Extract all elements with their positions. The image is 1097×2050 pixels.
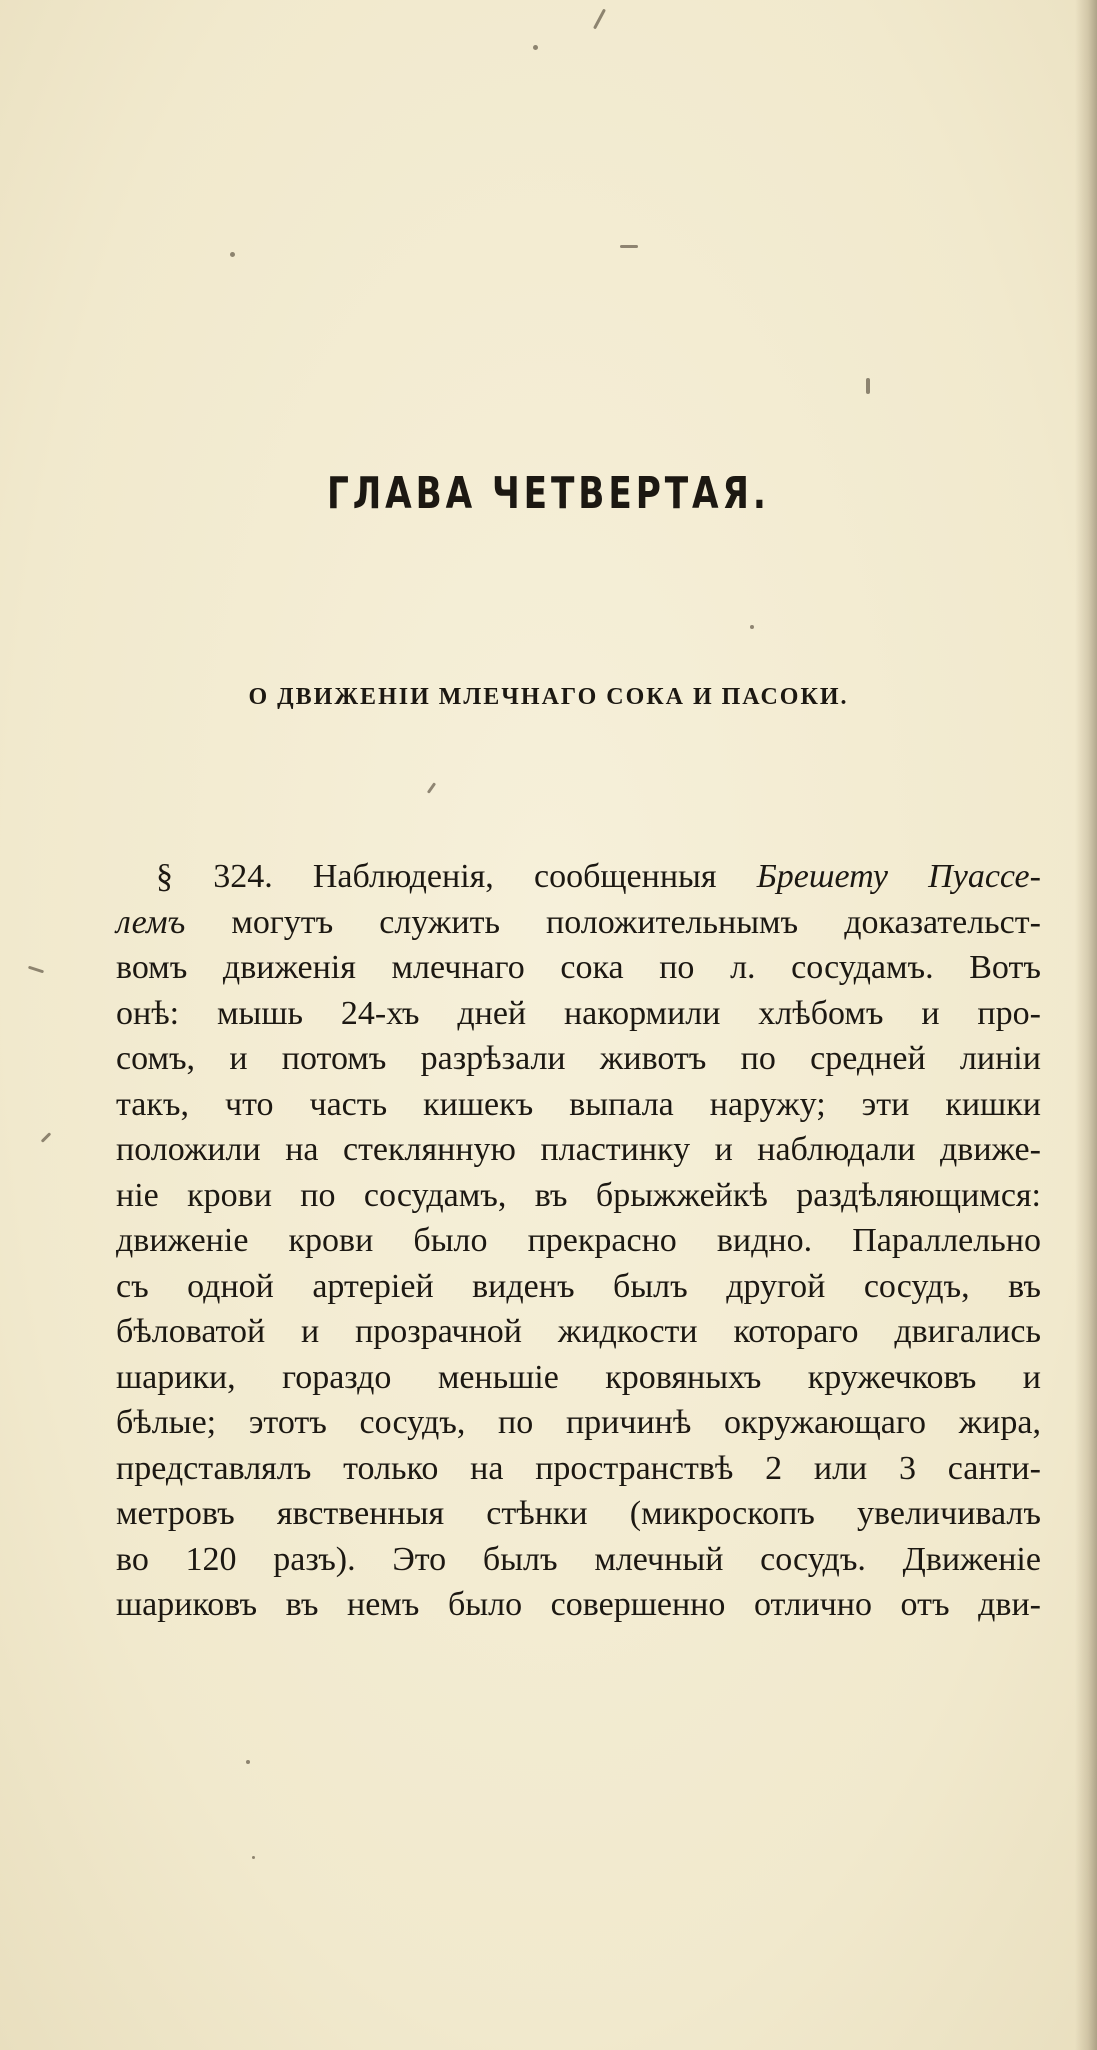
word: 3 [899,1449,916,1487]
word: наблюдали [757,1131,916,1168]
word: такъ, [116,1085,189,1123]
word: шарики, [116,1358,236,1396]
word: сомъ, [116,1040,196,1077]
word: бѣловатой [116,1313,266,1350]
word: видно. [716,1222,813,1259]
text-line [116,1400,1041,1446]
text-line [116,1309,1041,1355]
word: двигались [894,1313,1041,1350]
word: ніе [116,1176,159,1214]
word: жира, [958,1404,1041,1441]
text-line [116,1173,1041,1219]
text-line [116,1491,1041,1537]
ink-speck [593,9,606,30]
word: млечный [594,1540,724,1578]
word: въ [285,1586,319,1623]
word: кровяныхъ [605,1358,762,1396]
word: наружу; [709,1085,826,1123]
word: и [714,1131,733,1168]
text-line [116,945,1041,991]
word: въ [1008,1267,1041,1305]
word: бѣлые; [116,1404,217,1441]
word: по [498,1404,534,1441]
word: 120 [185,1540,237,1578]
word: движенія [222,949,356,986]
word: крови [187,1176,272,1214]
chapter-title: ГЛАВА ЧЕТВЕРТАЯ. [326,468,770,519]
word: сосудамъ, [363,1176,507,1214]
word: 24-хъ [340,994,420,1032]
text-line [116,1082,1041,1128]
ink-speck [28,966,44,974]
word: мышь [216,994,304,1032]
word: этотъ [248,1404,327,1441]
word: сосудамъ. [791,949,934,986]
word: пластинку [540,1131,691,1168]
word: виденъ [472,1267,575,1305]
word: на [470,1449,504,1487]
word: доказательст- [844,903,1041,941]
word: увеличивалъ [857,1495,1041,1532]
word: положительнымъ [546,903,799,941]
word: стеклянную [342,1131,516,1168]
word: кишки [945,1085,1041,1123]
paragraph-324 [116,854,1041,1628]
word: одной [187,1267,274,1305]
word: на [285,1131,319,1168]
word: сосудъ. [760,1540,866,1578]
word: только [343,1449,439,1487]
word: совершенно [550,1586,726,1623]
text-line [116,1036,1041,1082]
word: сосудъ, [359,1404,466,1441]
word: Параллельно [852,1222,1041,1259]
word: сообщенныя [533,858,717,895]
word: санти- [947,1449,1041,1487]
word: другой [726,1267,826,1305]
word: крови [288,1222,374,1259]
ink-speck [750,625,754,629]
word: и [301,1313,320,1350]
word: брыжжейкѣ [595,1176,768,1214]
word: и [1022,1358,1041,1396]
word: кишекъ [423,1085,534,1123]
word: Брешету [756,858,888,895]
word: часть [309,1085,388,1123]
word: 2 [765,1449,783,1487]
word: немъ [347,1586,420,1623]
word: представлялъ [116,1449,312,1487]
word: средней [810,1040,926,1077]
word: что [224,1085,274,1123]
word: онѣ: [116,994,180,1032]
word: меньшіе [437,1358,559,1396]
text-line [116,1355,1041,1401]
word: отлично [753,1586,872,1623]
word: причинѣ [565,1404,692,1441]
word: движе- [939,1131,1041,1168]
word: по [300,1176,336,1214]
word: движеніе [116,1222,249,1259]
word: отъ [900,1586,950,1623]
word: кружечковъ [807,1358,977,1396]
chapter-subtitle: О ДВИЖЕНІИ МЛЕЧНАГО СОКА И ПАСОКИ. [248,684,849,710]
ink-speck [866,378,870,394]
word: Вотъ [969,949,1041,986]
word: накормили [563,994,721,1032]
word: окружающаго [724,1404,926,1441]
word: хлѣбомъ [758,994,884,1032]
word: и [229,1040,248,1077]
text-line [116,1127,1041,1173]
word: и [921,994,940,1032]
ink-speck [620,245,638,248]
word: (микроскопъ [629,1495,815,1532]
word: линіи [959,1040,1041,1077]
word: прекрасно [527,1222,677,1259]
word: Движеніе [902,1540,1041,1578]
word: въ [534,1176,568,1214]
word: по [740,1040,776,1077]
word: дней [457,994,527,1032]
word: выпала [569,1085,674,1123]
word: потомъ [281,1040,387,1077]
word: былъ [482,1540,558,1578]
word: котораго [733,1313,859,1350]
word: пространствѣ [535,1449,734,1487]
word: было [447,1586,523,1623]
text-line [116,1446,1041,1492]
word: животъ [599,1040,707,1077]
text-line [116,1264,1041,1310]
word: Пуассе- [928,858,1041,895]
ink-speck [230,252,235,257]
text-line [116,1582,1041,1628]
page-edge-shadow [1075,0,1097,2050]
text-line [116,1218,1041,1264]
ink-speck [246,1760,250,1764]
word: Это [392,1540,447,1578]
word: гораздо [282,1358,392,1396]
word: метровъ [116,1495,235,1532]
text-line [116,991,1041,1037]
word: разрѣзали [420,1040,566,1077]
word: было [413,1222,488,1259]
word: явственныя [276,1495,445,1532]
ink-speck [533,45,538,50]
word: раздѣляющимся: [796,1176,1041,1214]
word: могутъ [231,903,334,941]
word: шариковъ [116,1586,258,1623]
word: млечнаго [391,949,525,986]
word: про- [977,994,1041,1032]
ink-speck [427,782,436,794]
word: Наблюденія, [312,858,494,895]
word: сосудъ, [863,1267,970,1305]
word: сока [560,949,624,986]
word: вомъ [116,949,188,986]
word: положили [116,1131,261,1168]
word: стѣнки [486,1495,588,1532]
word: жидкости [557,1313,698,1350]
word: прозрачной [355,1313,522,1350]
word: артеріей [312,1267,434,1305]
text-line [116,900,1041,946]
word: былъ [613,1267,688,1305]
word: служить [379,903,500,941]
word: эти [861,1085,910,1123]
word: по [659,949,695,986]
text-line [116,1537,1041,1583]
word: или [813,1449,868,1487]
ink-speck [252,1856,255,1859]
word: разъ). [273,1540,356,1578]
word: во [116,1540,149,1578]
word: дви- [978,1586,1041,1623]
word: съ [116,1267,149,1305]
word: лемъ [116,903,186,941]
word: § [156,858,173,895]
word: л. [730,949,756,986]
word: 324. [213,858,273,895]
ink-speck [41,1132,52,1143]
text-line [116,854,1041,900]
